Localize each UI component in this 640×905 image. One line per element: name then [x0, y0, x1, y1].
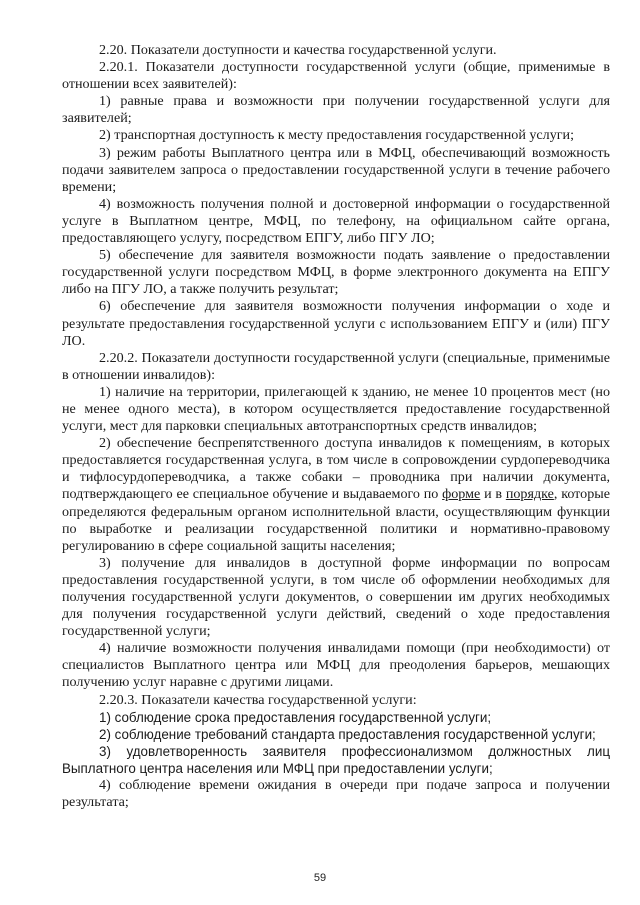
list-item-general-3: 3) режим работы Выплатного центра или в МФЦ, обеспечивающий возможность подачи заявителем запроса о предоставлении государственной услуги в течение рабочего времени;	[62, 144, 610, 195]
paragraph-2-20-3: 2.20.3. Показатели качества государственной услуги:	[99, 691, 417, 708]
paragraph-2-20-1: 2.20.1. Показатели доступности государственной услуги (общие, применимые в отношении всех заявителей):	[62, 59, 610, 93]
link-poryadok[interactable]: порядке	[505, 486, 554, 503]
list-item-general-2: 2) транспортная доступность к месту предоставления государственной услуги;	[99, 127, 575, 144]
list-item-special-2-text-mid: и в	[480, 486, 506, 503]
paragraph-2-20-2: 2.20.2. Показатели доступности государственной услуги (специальные, применимые в отношении инвалидов):	[62, 349, 610, 383]
list-item-general-1: 1) равные права и возможности при получении государственной услуги для заявителей;	[62, 93, 610, 127]
link-forma[interactable]: форме	[442, 486, 481, 503]
list-item-special-1: 1) наличие на территории, прилегающей к зданию, не менее 10 процентов мест (но не менее одного места), в котором осуществляется предоставление государственной услуги, мест для парковки специальных автотранспортных средств инвалидов;	[62, 383, 610, 435]
list-item-special-2	[62, 435, 610, 555]
list-item-general-5: 5) обеспечение для заявителя возможности подать заявление о предоставлении государственной услуги посредством МФЦ, в форме электронного документа на ЕПГУ либо на ПГУ ЛО, а также получить результат;	[62, 247, 610, 298]
document-page	[62, 42, 610, 811]
section-heading-2-20: 2.20. Показатели доступности и качества государственной услуги.	[99, 42, 497, 58]
page-number: 59	[313, 872, 327, 884]
list-item-quality-3: 3) удовлетворенность заявителя профессионализмом должностных лиц Выплатного центра населения или МФЦ при предоставлении услуги;	[62, 743, 610, 776]
list-item-special-3: 3) получение для инвалидов в доступной форме информации по вопросам предоставления государственной услуги, в том числе об оформлении необходимых для получения государственной услуги документов, о совершении им других необходимых для получения государственной услуги действий, сведений о ходе предоставления государственной услуги;	[62, 554, 610, 640]
list-item-special-2-text-b: , которые определяются федеральным органом исполнительной власти, осуществляющим функции по выработке и реализации государственной политики и нормативно-правовому регулированию в сфере социальной защиты населения;	[62, 486, 610, 554]
list-item-general-4: 4) возможность получения полной и достоверной информации о государственной услуге в Выплатном центре, МФЦ, по телефону, на официальном сайте органа, предоставляющего услугу, посредством ЕПГУ, либо ПГУ ЛО;	[62, 195, 610, 247]
list-item-special-4: 4) наличие возможности получения инвалидами помощи (при необходимости) от специалистов Выплатного центра или МФЦ для преодоления барьеров, мешающих получению услуг наравне с другими лицами.	[62, 640, 610, 691]
list-item-quality-1: 1) соблюдение срока предоставления государственной услуги;	[99, 709, 492, 725]
list-item-quality-2: 2) соблюдение требований стандарта предоставления государственной услуги;	[99, 726, 596, 742]
list-item-general-6: 6) обеспечение для заявителя возможности получения информации о ходе и результате предоставления государственной услуги с использованием ЕПГУ и (или) ПГУ ЛО.	[62, 298, 610, 349]
list-item-quality-4: 4) соблюдение времени ожидания в очереди при подаче запроса и получении результата;	[62, 777, 610, 811]
list-item-special-2-text-a: 2) обеспечение беспрепятственного доступа инвалидов к помещениям, в которых предоставляется государственная услуга, в том числе в сопровождении сурдопереводчика и тифлосурдопереводчика, а также собаки – проводника при наличии документа, подтверждающего ее специальное обучение и выдаваемого по	[62, 435, 610, 503]
